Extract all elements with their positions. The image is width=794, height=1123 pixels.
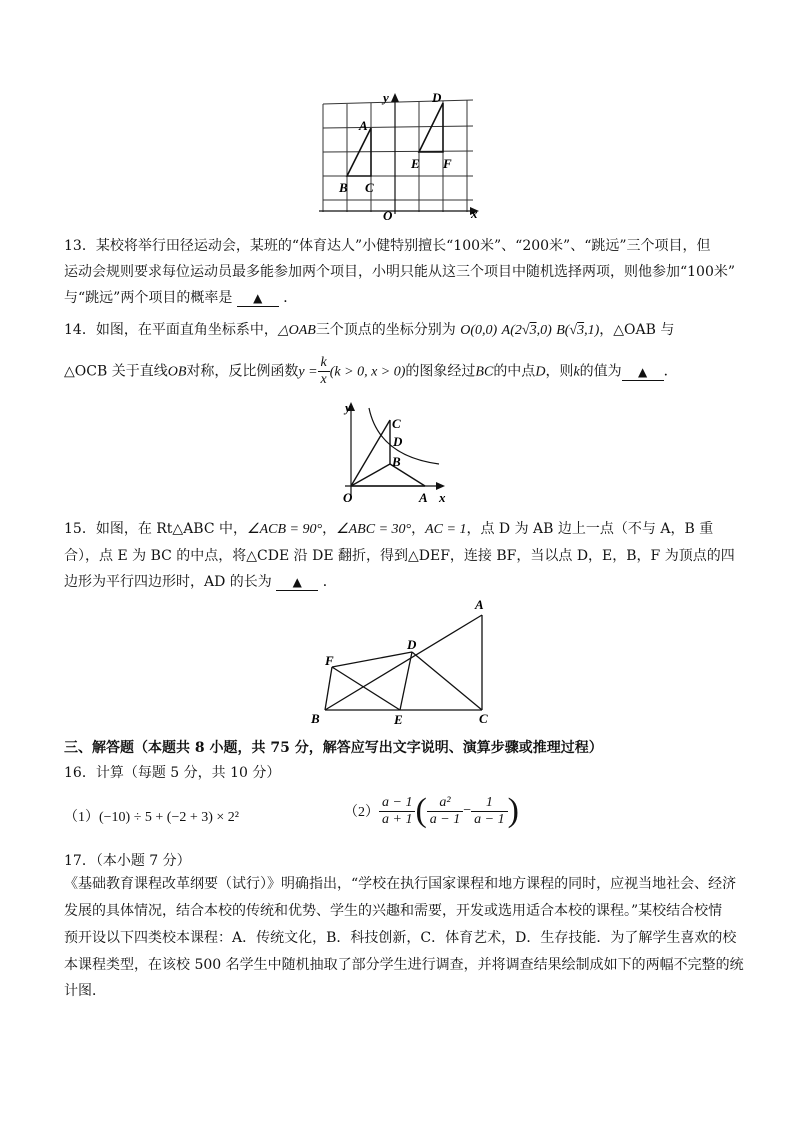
q14-through: 的图象经过 <box>405 363 476 380</box>
q13-line-2: 运动会规则要求每位运动员最多能参加两个项目，小明只能从这三个项目中随机选择两项，则他参加“100米” <box>64 264 736 280</box>
label-x: x <box>471 206 478 221</box>
q17-line-5: 计图． <box>64 983 106 999</box>
q15-line-1-rest: ，点 D 为 AB 边上一点（不与 A，B 重 <box>466 521 714 537</box>
q15-label-b: B <box>311 711 320 726</box>
q14-line-2-end: ． <box>663 363 678 380</box>
label-a: A <box>359 118 368 133</box>
q17-line-4: 本课程类型，在该校 500 名学生中随机抽取了部分学生进行调查，并将调查结果绘制成如下的两幅不完整的统 <box>64 957 744 973</box>
q15-label-a: A <box>475 597 484 612</box>
q16-minus: − <box>463 803 472 818</box>
q14-coord-a: A(2√3,0) <box>501 323 552 338</box>
q14-midpoint: 的中点 <box>493 363 536 380</box>
q14-coord-b: B(√3,1) <box>556 323 600 338</box>
q16-part-1 <box>64 808 239 828</box>
q14-label-c: C <box>392 416 401 431</box>
q16-frac-1-num: a − 1 <box>379 795 415 812</box>
q14-segment-bc: BC <box>475 364 494 380</box>
q16-part-2-frac-2 <box>427 795 463 828</box>
q14-coord-o: O(0,0) <box>460 323 498 338</box>
q14-fraction-k-x <box>318 355 330 388</box>
q15-answer-blank: ▲ <box>276 574 318 591</box>
q17-title: 17．（本小题 7 分） <box>64 853 191 869</box>
q15-figure <box>305 595 505 727</box>
q14-value-of: 的值为 <box>579 363 622 380</box>
q14-label-a: A <box>419 490 428 505</box>
q14-coord-b-post: ,1) <box>584 323 600 338</box>
q17-line-1: 《基础教育课程改革纲要（试行）》明确指出，“学校在执行国家课程和地方课程的同时，应视当地社会、经济 <box>64 876 737 892</box>
q16-frac-3-num: 1 <box>471 795 507 812</box>
q14-coord-a-radicand: 3 <box>529 323 537 338</box>
label-o: O <box>383 208 393 223</box>
q14-label-x: x <box>439 490 446 505</box>
section-3-heading: 三、解答题（本题共 8 小题，共 75 分，解答应写出文字说明、演算步骤或推理过程） <box>64 740 603 756</box>
q14-coord-a-post: ,0) <box>536 323 552 338</box>
q14-hyperbola <box>369 408 439 464</box>
q15-sep-1: ， <box>322 521 337 537</box>
q14-figure <box>335 398 455 506</box>
q15-sep-2: ， <box>411 521 426 537</box>
label-b: B <box>339 180 348 195</box>
q16-frac-2-num: a² <box>427 795 463 812</box>
q14-label-o: O <box>343 490 353 505</box>
q14-line-1 <box>64 320 674 341</box>
q13-line-1: 13．某校将举行田径运动会，某班的“体育达人”小健特别擅长“100米”、“200米”、“跳远”三个项目，但 <box>64 238 711 254</box>
q14-k: k <box>573 364 580 380</box>
y-axis-arrow <box>391 93 399 102</box>
q15-angle-abc: ∠ABC = 30° <box>336 522 412 537</box>
q15-label-f: F <box>325 653 334 668</box>
q15-segment-fb <box>325 667 332 710</box>
q16-part-2-frac-3 <box>471 795 507 828</box>
q13-answer-blank: ▲ <box>237 290 279 307</box>
q14-then: ，则 <box>545 363 574 380</box>
q16-paren-open: ( <box>415 792 427 829</box>
q14-frac-den: x <box>320 372 327 387</box>
q15-label-e: E <box>394 712 403 727</box>
q14-line-1-end: ，△OAB 与 <box>599 322 675 338</box>
q14-func-intro: 对称，反比例函数 <box>186 363 299 380</box>
q15-line-3-text: 边形为平行四边形时，AD 的长为 <box>64 574 272 590</box>
q16-frac-3-den: a − 1 <box>474 811 505 827</box>
q14-func-y: y = <box>298 364 318 380</box>
q15-line-2: 合），点 E 为 BC 的中点，将△CDE 沿 DE 翻折，得到△DEF，连接 BF，当以点 D，E，B，F 为顶点的四 <box>64 548 735 564</box>
q14-line-ob: OB <box>167 364 187 380</box>
q14-triangle-oab: △OAB <box>277 323 316 338</box>
q14-coord-b-radicand: 3 <box>577 323 585 338</box>
q15-line-1 <box>64 519 713 540</box>
q16-paren-close: ) <box>507 792 519 829</box>
q17-line-2: 发展的具体情况，结合本校的传统和优势、学生的兴趣和需要，开发或选用适合本校的课程。”某校结合校情 <box>64 903 723 919</box>
q14-intro: 14．如图，在平面直角坐标系中， <box>64 322 278 338</box>
q16-frac-2-den: a − 1 <box>429 811 461 827</box>
q15-segment-fe <box>332 667 400 710</box>
label-c: C <box>365 180 374 195</box>
q14-label-y: y <box>345 400 351 415</box>
label-d: D <box>432 90 442 105</box>
q14-label-d: D <box>393 434 403 449</box>
q16-frac-1-den: a + 1 <box>382 811 413 827</box>
q14-frac-num: k <box>318 355 330 372</box>
q14-answer-blank: ▲ <box>622 364 664 381</box>
q16-part-1-label: （1） <box>64 810 99 825</box>
q14-triangle-ocb: △OCB 关于直线 <box>64 363 168 380</box>
q14-line-2 <box>64 355 678 389</box>
q13-line-3-text: 与“跳远”两个项目的概率是 <box>64 290 233 306</box>
grid-figure <box>315 90 485 225</box>
label-y: y <box>383 90 389 105</box>
q15-label-c: C <box>479 711 488 726</box>
q17-line-3: 预开设以下四类校本课程：A．传统文化，B．科技创新，C．体育艺术，D．生存技能．为了解学生喜欢的校 <box>64 930 737 946</box>
label-e: E <box>411 156 420 171</box>
q14-x-axis-arrow <box>436 482 445 490</box>
q15-ac-length: AC = 1 <box>425 522 467 537</box>
q13-line-3-end: ． <box>283 290 298 306</box>
q14-coord-b-pre: B( <box>556 323 570 338</box>
q16-part-2-frac-1 <box>379 795 415 828</box>
q14-func-condition: (k > 0, x > 0) <box>329 364 406 380</box>
q13-line-3 <box>64 288 297 308</box>
q14-coords-text: 三个顶点的坐标分别为 <box>315 322 456 338</box>
q16-title: 16．计算（每题 5 分，共 10 分） <box>64 765 281 781</box>
label-f: F <box>443 156 452 171</box>
q16-part-1-expr: (−10) ÷ 5 + (−2 + 3) × 2² <box>99 810 240 825</box>
triangle-def <box>419 103 443 152</box>
q15-intro: 15．如图，在 Rt△ABC 中， <box>64 521 248 537</box>
q15-angle-acb: ∠ACB = 90° <box>247 522 323 537</box>
q14-label-b: B <box>392 454 401 469</box>
q15-line-3 <box>64 572 337 592</box>
q16-part-2 <box>344 794 519 828</box>
q14-segment-oc <box>351 420 390 486</box>
q14-coord-a-pre: A(2 <box>501 323 522 338</box>
q15-segment-dc <box>412 652 482 710</box>
q15-label-d: D <box>407 637 417 652</box>
q16-part-2-label: （2） <box>344 805 379 820</box>
q14-point-d: D <box>535 364 546 380</box>
q15-line-3-end: ． <box>322 574 337 590</box>
